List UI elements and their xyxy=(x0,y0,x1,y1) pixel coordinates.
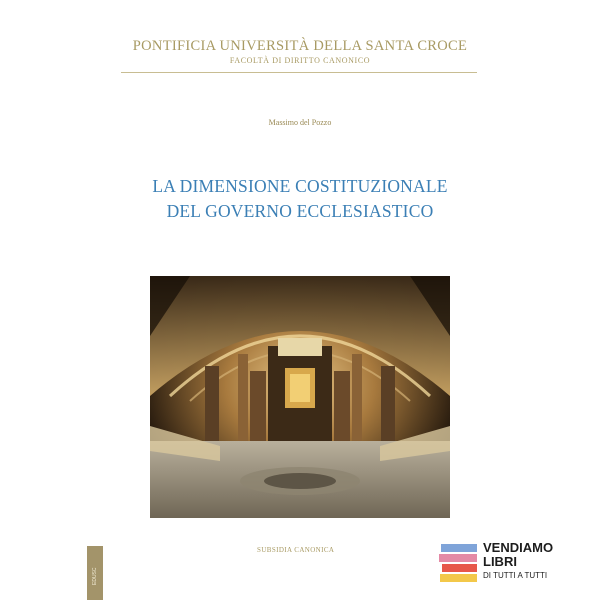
publisher-label: EDUSC xyxy=(92,567,98,585)
basilica-crypt-illustration xyxy=(150,276,450,518)
book-title-line-2: DEL GOVERNO ECCLESIASTICO xyxy=(166,201,434,221)
author-name: Massimo del Pozzo xyxy=(268,118,332,127)
header-divider xyxy=(121,72,477,73)
cover-photo xyxy=(150,276,450,518)
books-stack-icon xyxy=(439,542,479,586)
book-title xyxy=(87,174,513,224)
book-title-line-1: LA DIMENSIONE COSTITUZIONALE xyxy=(152,176,448,196)
watermark-line-2: LIBRI xyxy=(483,554,517,569)
watermark-line-1: VENDIAMO xyxy=(483,540,554,555)
book-cover xyxy=(87,0,554,600)
publisher-spine-tab xyxy=(87,546,103,600)
watermark-tagline: DI TUTTI A TUTTI xyxy=(483,571,548,580)
faculty-name: FACOLTÀ DI DIRITTO CANONICO xyxy=(229,56,371,65)
vendiamo-libri-watermark xyxy=(439,538,554,588)
series-name: SUBSIDIA CANONICA xyxy=(257,546,335,554)
institution-name: PONTIFICIA UNIVERSITÀ DELLA SANTA CROCE xyxy=(132,38,468,54)
